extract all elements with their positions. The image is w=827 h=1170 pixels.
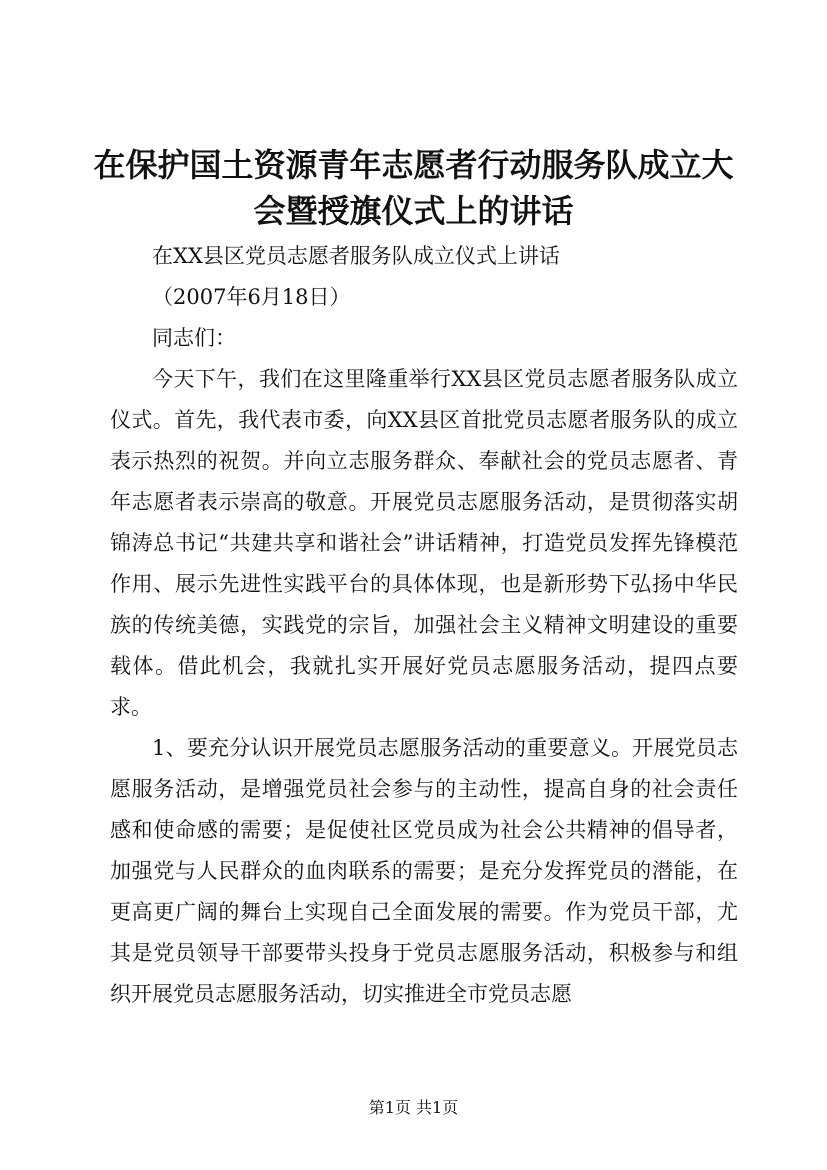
body-paragraph: 1、要充分认识开展党员志愿服务活动的重要意义。开展党员志愿服务活动，是增强党员社会参与的主动性，提高自身的社会责任感和使命感的需要；是促使社区党员成为社会公共精神的倡导者，加强党与人民群众的血肉联系的需要；是充分发挥党员的潜能，在更高更广阔的舞台上实现自己全面发展的需要。作为党员干部，尤其是党员领导干部要带头投身于党员志愿服务活动，积极参与和组织开展党员志愿服务活动，切实推进全市党员志愿	[110, 736, 738, 1006]
document-body	[110, 236, 738, 1015]
document-title: 在保护国土资源青年志愿者行动服务队成立大会暨授旗仪式上的讲话	[93, 146, 734, 230]
salutation-paragraph: 同志们：	[152, 326, 236, 350]
page-footer: 第1页 共1页	[368, 1098, 459, 1117]
date-paragraph: （2007年6月18日）	[152, 285, 351, 309]
subtitle-paragraph: 在XX县区党员志愿者服务队成立仪式上讲话	[152, 244, 560, 268]
body-paragraph: 今天下午，我们在这里隆重举行XX县区党员志愿者服务队成立仪式。首先，我代表市委，向XX县区首批党员志愿者服务队的成立表示热烈的祝贺。并向立志服务群众、奉献社会的党员志愿者、青年志愿者表示崇高的敬意。开展党员志愿服务活动，是贯彻落实胡锦涛总书记“共建共享和谐社会”讲话精神，打造党员发挥先锋模范作用、展示先进性实践平台的具体体现，也是新形势下弘扬中华民族的传统美德，实践党的宗旨，加强社会主义精神文明建设的重要载体。借此机会，我就扎实开展好党员志愿服务活动，提四点要求。	[110, 367, 738, 719]
